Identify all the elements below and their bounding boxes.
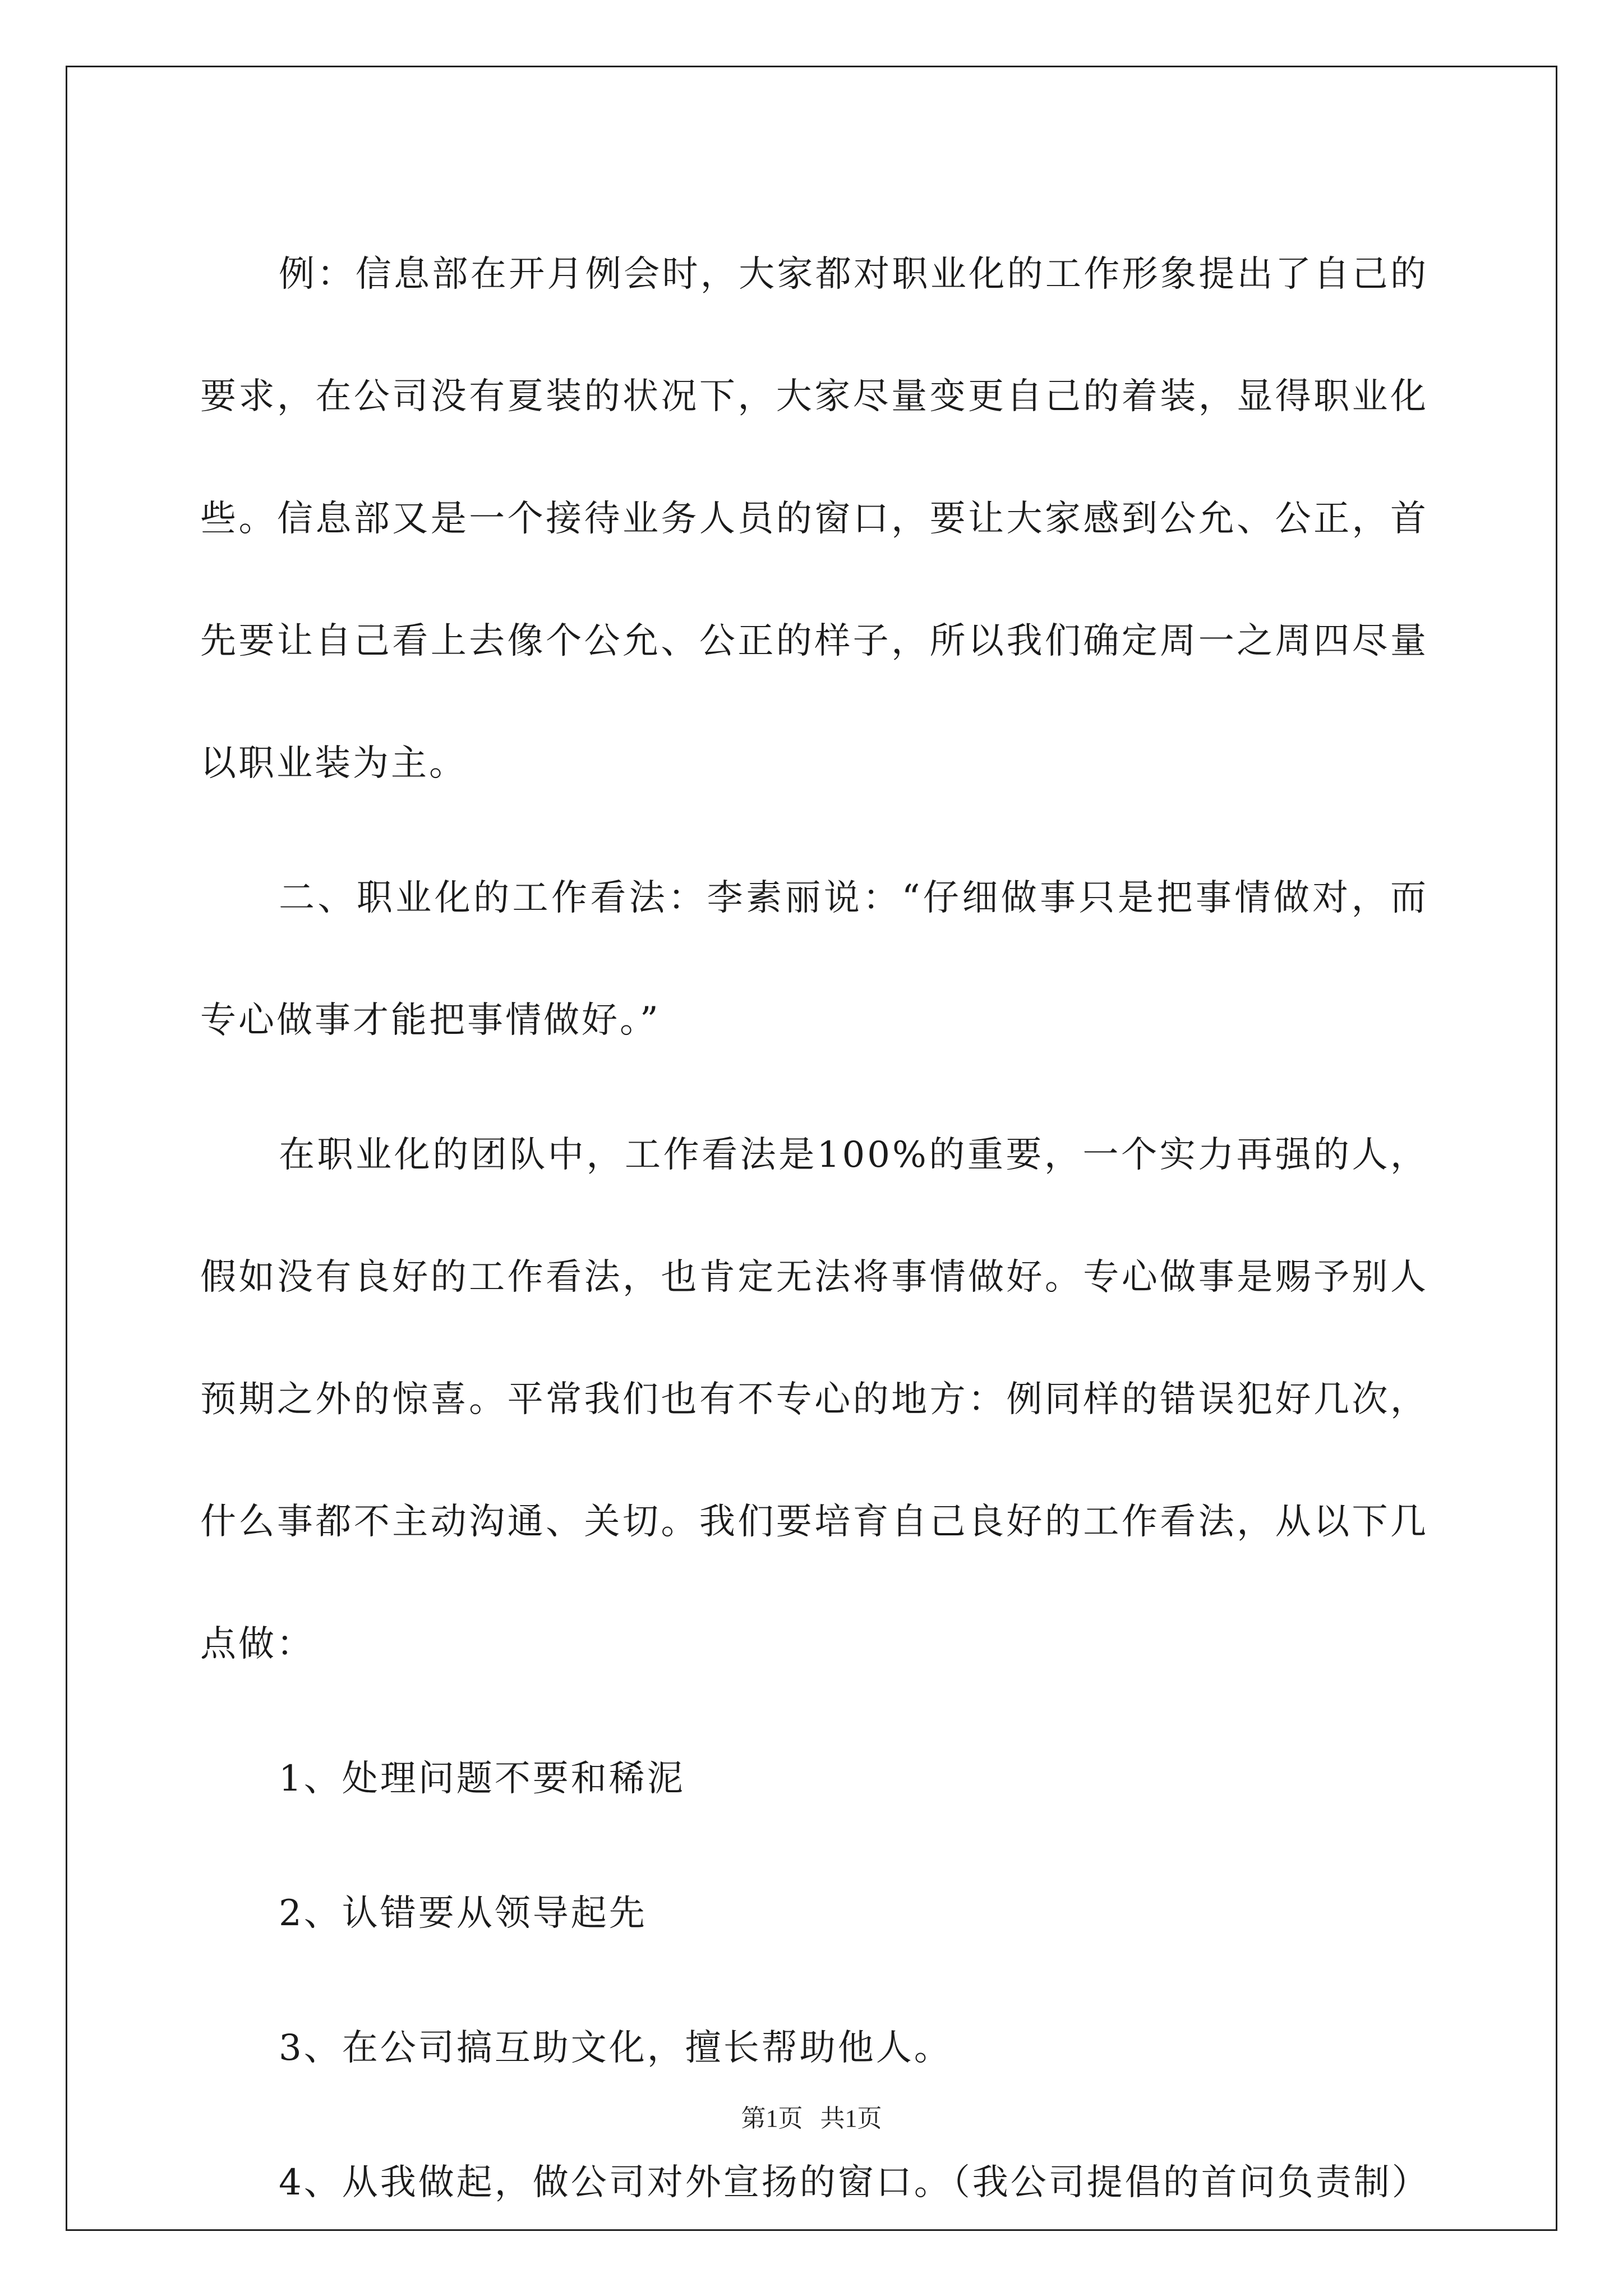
paragraph-example-dress: 例：信息部在开月例会时，大家都对职业化的工作形象提出了自己的要求，在公司没有夏装的状况下，大家尽量变更自己的着装，显得职业化些。信息部又是一个接待业务人员的窗口，要让大家感到公允、公正，首先要让自己看上去像个公允、公正的样子，所以我们确定周一之周四尽量以职业装为主。	[200, 254, 1428, 784]
page-total: 共1页	[820, 2105, 882, 2132]
list-item-3: 3、在公司搞互助文化，擅长帮助他人。	[279, 2027, 952, 2069]
paragraph-work-attitude-heading: 二、职业化的工作看法：李素丽说：“仔细做事只是把事情做对，而专心做事才能把事情做好。”	[200, 877, 1428, 1041]
list-item-2: 2、认错要从领导起先	[279, 1893, 647, 1934]
page-footer	[0, 2098, 1623, 2134]
paragraph-work-attitude-body: 在职业化的团队中，工作看法是100%的重要，一个实力再强的人，假如没有良好的工作看法，也肯定无法将事情做好。专心做事是赐予别人预期之外的惊喜。平常我们也有不专心的地方：例同样的错误犯好几次，什么事都不主动沟通、关切。我们要培育自己良好的工作看法，从以下几点做：	[200, 1134, 1428, 1665]
list-item-1: 1、处理问题不要和稀泥	[279, 1758, 685, 1800]
page-number: 第1页	[741, 2105, 803, 2132]
list-item-4: 4、从我做起，做公司对外宣扬的窗口。（我公司提倡的首问负责制）	[279, 2162, 1430, 2203]
document-body	[200, 213, 1428, 2256]
